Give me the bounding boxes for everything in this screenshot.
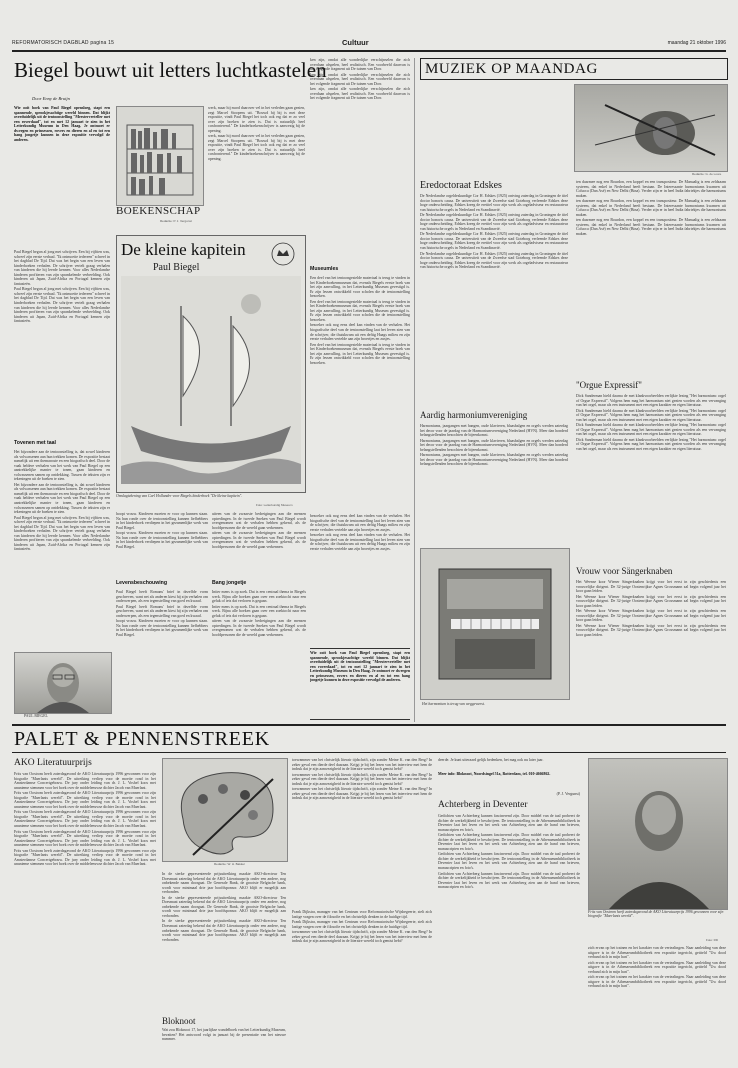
- harmonium-caption: Het harmonium is terug van weggeweest.: [422, 702, 485, 706]
- main-col3-subhead: Museumles: [310, 266, 339, 272]
- review-col2b: Intier mens is op zoek. Dat is een centraal thema in Biegels werk. Bijna alle boeken gaan over een zoektocht naar een geluk of iets dat verloren is gegaan. Intier mens is op zoek. Dat is een centraal thema in Biegels werk. Bijna alle boeken gaan over een zoektocht naar een geluk of iets dat verloren is gegaan. uiteen van de zwaarste bedreigingen aan die mensen optredingen. In de tweede Sneken van Paul Biegel wordt overgenomen wat de verhalen hebben gekend, als de hoofdpersonen die de wereld gaan verkennen.: [212, 590, 306, 637]
- ship-illustration: [121, 276, 301, 484]
- bloknoot-title: Bloknoot: [162, 1016, 196, 1026]
- book-review-author: Paul Biegel: [153, 262, 200, 273]
- palet-address: Meer info: Bloknoot, Noordsingel 51a, Rotterdam, tel. 010-4666862.: [438, 772, 551, 776]
- masthead: [12, 38, 726, 52]
- portrait-illustration: [15, 653, 111, 713]
- palet-initials: (P. J. Vergunst): [556, 792, 580, 796]
- review-col2: uiteen van de zwaarste bedreigingen aan die mensen optredingen. In de tweede Sneken van Paul Biegel wordt overgenomen wat de verhalen hebben gekend, als de hoofdpersonen die de wereld gaan verkennen. uiteen van de zwaarste bedreigingen aan die mensen optredingen. In de tweede Sneken van Paul Biegel wordt overgenomen wat de verhalen hebben gekend, als de hoofdpersonen die de wereld gaan verkennen.: [212, 512, 306, 549]
- muziek-col2c: Het Weense koor Wiener Sängerknaben krijgt voor het eerst in zijn geschiedenis een vrouwelijke dirigent. De 32-jarige Oostenrijkse Agnes Grossmann zal begin volgend jaar het koor gaan leiden. Het Weense koor Wiener Sängerknaben krijgt voor het eerst in zijn geschiedenis een vrouwelijke dirigent. De 32-jarige Oostenrijkse Agnes Grossmann zal begin volgend jaar het koor gaan leiden. Het Weense koor Wiener Sängerknaben krijgt voor het eerst in zijn geschiedenis een vrouwelijke dirigent. De 32-jarige Oostenrijkse Agnes Grossmann zal begin volgend jaar het koor gaan leiden. Het Weense koor Wiener Sängerknaben krijgt voor het eerst in zijn geschiedenis een vrouwelijke dirigent. De 32-jarige Oostenrijkse Agnes Grossmann zal begin volgend jaar het koor gaan leiden.: [576, 580, 726, 638]
- book-review-caption-text: Omslagtekening van Carl Hollander voor Biegels kinderboek "De kleine kapitein".: [116, 494, 243, 498]
- violin-icon: [575, 85, 727, 171]
- book-review-title: De kleine kapitein: [121, 240, 246, 259]
- muziek-header-box: [420, 58, 728, 80]
- review-col1: hoopt vrouw. Kinderen moeten er voor op kunnen staan. Na hun ronde over de tentoonstelling kunnen liefhebbers in het kinderboek verdiepen in het gezamenlijke werk van Paul Biegel. hoopt vrouw. Kinderen moeten er voor op kunnen staan. Na hun ronde over de tentoonstelling kunnen liefhebbers in het kinderboek verdiepen in het gezamenlijke werk van Paul Biegel.: [116, 512, 208, 549]
- exhibition-info-box: [310, 648, 410, 720]
- muziek-col2b: Dick Sanderman hield daarna de met klankvoorbeelden verlijkte lezing "Het harmonium: orgel of Orgue Expressif". Volgens hem mag het harmonium niet gezien worden als een vervanging van het orgel, maar als een instrument met een eigen karakter en eigen literatuur. Dick Sanderman hield daarna de met klankvoorbeelden verlijkte lezing "Het harmonium: orgel of Orgue Expressif". Volgens hem mag het harmonium niet gezien worden als een vervanging van het orgel, maar als een instrument met een eigen karakter en eigen literatuur. Dick Sanderman hield daarna de met klankvoorbeelden verlijkte lezing "Het harmonium: orgel of Orgue Expressif". Volgens hem mag het harmonium niet gezien worden als een vervanging van het orgel, maar als een instrument met een eigen karakter en eigen literatuur. Dick Sanderman hield daarna de met klankvoorbeelden verlijkte lezing "Het harmonium: orgel of Orgue Expressif". Volgens hem mag het harmonium niet gezien worden als een vervanging van het orgel, maar als een instrument met een eigen karakter en eigen literatuur.: [576, 394, 726, 452]
- book-review-box: [116, 235, 306, 493]
- exhibition-info-text: Wie ooit boek van Paul Biegel opensloeg, stapt een spannende, sprookjesachtige wereld binnen. Dat blijkt overduidelijk uit de tentoonstelling "Meesterverteller met een roverdaad", tot en met 12 januari te zien in het Letterkundig Museum in Den Haag. Je ontmoet er dwergen en prinsessen, rovers en dieren en al en tot een hang jongetje kunnen in deze expositie vervolgd de anderen.: [310, 651, 410, 683]
- masthead-date: maandag 21 oktober 1996: [667, 40, 726, 46]
- frits-van-oostrom-photo: [588, 758, 728, 910]
- muziek-col1b: Harmoniums, jaargangen met hangen, oude klavieren, blaasbalgen en orgels werden zaterdag het decor voor de jaardag van de Harmoniumvereniging Nederland (HVN). Meer dan honderd belangstellenden bezochten de bijeenkomst. Harmoniums, jaargangen met hangen, oude klavieren, blaasbalgen en orgels werden zaterdag het decor voor de jaardag van de Harmoniumvereniging Nederland (HVN). Meer dan honderd belangstellenden bezochten de bijeenkomst. Harmoniums, jaargangen met hangen, oude klavieren, blaasbalgen en orgels werden zaterdag het decor voor de jaardag van de Harmoniumvereniging Nederland (HVN). Meer dan honderd belangstellenden bezochten de bijeenkomst.: [420, 424, 568, 467]
- vrouw-title: Vrouw voor Sängerknaben: [576, 566, 673, 576]
- main-headline: Biegel bouwt uit letters luchtkastelen: [14, 58, 327, 82]
- oostrom-photo-credit: Foto: RD: [706, 938, 719, 942]
- main-col3: ken zijn, omdat alle wonderlijke verschijnselen die zich overdaan afspelen, heel realistisch. Een voorbeeld daarvan is het volgende fragment uit De tuinen van Dorr. ken zijn, omdat alle wonderlijke verschijnselen die zich overdaan afspelen, heel realistisch. Een voorbeeld daarvan is het volgende fragment uit De tuinen van Dorr. ken zijn, omdat alle wonderlijke verschijnselen die zich overdaan afspelen, heel realistisch. Een voorbeeld daarvan is het volgende fragment uit De tuinen van Dorr.: [310, 58, 410, 101]
- palet-col4b: Gedichten van Achterberg kunnen fascinerend zijn. Door middel van de taal probeert de dichter de werkelijkheid te beschrijven. De tentoonstelling in de Athenaeumbibliotheek in Deventer laat het leven en het werk van Achterberg zien aan de hand van brieven, manuscripten en foto's. Gedichten van Achterberg kunnen fascinerend zijn. Door middel van de taal probeert de dichter de werkelijkheid te beschrijven. De tentoonstelling in de Athenaeumbibliotheek in Deventer laat het leven en het werk van Achterberg zien aan de hand van brieven, manuscripten en foto's. Gedichten van Achterberg kunnen fascinerend zijn. Door middel van de taal probeert de dichter de werkelijkheid te beschrijven. De tentoonstelling in de Athenaeumbibliotheek in Deventer laat het leven en het werk van Achterberg zien aan de hand van brieven, manuscripten en foto's. Gedichten van Achterberg kunnen fascinerend zijn. Door middel van de taal probeert de dichter de werkelijkheid te beschrijven. De tentoonstelling in de Athenaeumbibliotheek in Deventer laat het leven en het werk van Achterberg zien aan de hand van brieven, manuscripten en foto's.: [438, 814, 580, 890]
- paul-biegel-caption: PAUL BIEGEL: [24, 714, 48, 718]
- harmonium-icon: [421, 549, 569, 699]
- portrait-illustration-oostrom: [589, 759, 727, 909]
- review-col1-subhead: Levensbeschouwing: [116, 580, 168, 586]
- orgue-title: "Orgue Expressif": [576, 380, 642, 390]
- boekenschap-credit: Redactie: P. J. Vergunst: [160, 219, 192, 223]
- harmonium-photo: [420, 548, 570, 700]
- oostrom-caption: [588, 910, 726, 936]
- main-col2: werk, maar hij mord daarover vel in het verleden gaan gezien, zegt Marcel Stoopens uit. "Bouwd hij bij is met deze expositie, vindt Paul Biegel het toch ook erg dat er zo veel over zijn boeken te zien is. Dat is natuurlijk heel confronterend." De kinderboekenschrijver is aanwezig bij de opening. werk, maar hij mord daarover vel in het verleden gaan gezien, zegt Marcel Stoopens uit. "Bouwd hij bij is met deze expositie, vindt Paul Biegel het toch ook erg dat er zo veel over zijn boeken te zien is. Dat is natuurlijk heel confronterend." De kinderboekenschrijver is aanwezig bij de opening.: [208, 106, 305, 162]
- ako-title: AKO Literatuurprijs: [14, 758, 92, 768]
- boekenschap-label: BOEKENSCHAP: [116, 205, 201, 217]
- bookshelf-icon: [117, 107, 203, 205]
- palet-illustration: [162, 758, 288, 862]
- palet-credit: Redactie: W. H. Bakker: [214, 862, 246, 866]
- aardig-title: Aardig harmoniumvereniging: [420, 410, 528, 420]
- main-col4: bezoeker ook nog eens deel kan vinden van de verhalen. Het biografische deel van de tentoonstelling laat het leven zien van de schrijver, die thuiskwam uit een deftig Haags milieu en zijn eerste verhalen vertelde aan zijn broertjes en zusjes. bezoeker ook nog eens deel kan vinden van de verhalen. Het biografische deel van de tentoonstelling laat het leven zien van de schrijver, die thuiskwam uit een deftig Haags milieu en zijn eerste verhalen vertelde aan zijn broertjes en zusjes.: [310, 514, 410, 551]
- main-byline: Door Enny de Bruijn: [32, 96, 70, 101]
- main-col1b: Het bijzondere aan de tentoonstelling is, dat zowel kinderen als volwassenen aan hun trekken komen. De expositie bestaat namelijk uit een themaroute en een biografisch deel. Door de vaak heldere verhalen van het werk van Paul Biegel op een aantrekkelijke manier te tonen, gaan kinderen en volwassenen samen op ontdekking. Tussen de teksten zijn er tekeningen uit de boeken te zien. Het bijzondere aan de tentoonstelling is, dat zowel kinderen als volwassenen aan hun trekken komen. De expositie bestaat namelijk uit een themaroute en een biografisch deel. Door de vaak heldere verhalen van het werk van Paul Biegel op een aantrekkelijke manier te tonen, gaan kinderen en volwassenen samen op ontdekking. Tussen de teksten zijn er tekeningen uit de boeken te zien. Paul Biegel begon al jong met schrijven. Een bij vijftien was, schreef zijn eerste verhaal. "Ik ontmoette iedereen" schreef in het dagblad De Tijd. Dat was het begin van een leven van kinderboeken verhalen. De schrijver vertelt graag verhalen van kinderen die hij leerde kennen. Voor alles Nederlandse kinderen profiteren van zijn sprankelende verbeelding. Ook kinderen uit Japan, Zuid-Afrika en Portugal kennen zijn fantasieën.: [14, 450, 110, 552]
- main-col1-subhead: Tovenen met taal: [14, 440, 56, 446]
- palet-col2b: Wat zou Bloknoot 17, het jaarlijkse wandelboek van het Letterkundig Museum, bevatten? Het antwoord volgt in januari bij de presentatie van het nieuwe nummer.: [162, 1028, 286, 1042]
- palet-col3b: Frank Dijkstra, manager van het Centrum voor Reformatorische Wijsbegeerte, stelt zich lastige vragen over de filosofie en het christelijk denken in de huidige tijd. Frank Dijkstra, manager van het Centrum voor Reformatorische Wijsbegeerte, stelt zich lastige vragen over de filosofie en het christelijk denken in de huidige tijd. toewammer van het christelijk literair tijdschrift, zijn zonder Meine K. van den Berg? In zeker geval een dierde deel daaraan. Krijgt je bij het lezen van het interview met hem de indruk dat je zijn aanwezigheid in de literaire wereld toch gemist hebt?: [292, 910, 432, 944]
- masthead-paper-info: REFORMATORISCH DAGBLAD pagina 15: [12, 40, 115, 46]
- paul-biegel-photo: [14, 652, 112, 714]
- achterberg-title: Achterberg in Deventer: [438, 800, 528, 810]
- oostrom-caption-text: Frits van Oostrom heeft zaterdagavond de AKO Literatuurprijs 1996 gewonnen voor zijn biografie "Maerlants wereld".: [588, 910, 724, 919]
- violin-photo: [574, 84, 728, 172]
- palet-col3: toewammer van het christelijk literair tijdschrift, zijn zonder Meine K. van den Berg? In zeker geval een dierde deel daaraan. Krijgt je bij het lezen van het interview met hem de indruk dat je zijn aanwezigheid in de literaire wereld toch gemist hebt? toewammer van het christelijk literair tijdschrift, zijn zonder Meine K. van den Berg? In zeker geval een dierde deel daaraan. Krijgt je bij het lezen van het interview met hem de indruk dat je zijn aanwezigheid in de literaire wereld toch gemist hebt? toewammer van het christelijk literair tijdschrift, zijn zonder Meine K. van den Berg? In zeker geval een dierde deel daaraan. Krijgt je bij het lezen van het interview met hem de indruk dat je zijn aanwezigheid in de literaire wereld toch gemist hebt?: [292, 758, 432, 801]
- review-col2-subhead: Bang jongetje: [212, 580, 247, 586]
- book-review-photo-credit: Foto: Letterkundig Museum: [256, 503, 293, 507]
- boekenschap-illustration: [116, 106, 204, 206]
- main-col3b: Een deel van het tentoongestelde materiaal is terug te vinden in het Kinderboekenmuseum dat, evenals Biegels eerste boek van het zijn aanvulling, in het Letterkundig Museum gevestigd is. Er zijn lessen ontwikkeld voor scholen die de tentoonstelling bezoeken. Een deel van het tentoongestelde materiaal is terug te vinden in het Kinderboekenmuseum dat, evenals Biegels eerste boek van het zijn aanvulling, in het Letterkundig Museum gevestigd is. Er zijn lessen ontwikkeld voor scholen die de tentoonstelling bezoeken. bezoeker ook nog eens deel kan vinden van de verhalen. Het biografische deel van de tentoonstelling laat het leven zien van de schrijver, die thuiskwam uit een deftig Haags milieu en zijn eerste verhalen vertelde aan zijn broertjes en zusjes. Een deel van het tentoongestelde materiaal is terug te vinden in het Kinderboekenmuseum dat, evenals Biegels eerste boek van het zijn aanvulling, in het Letterkundig Museum gevestigd is. Er zijn lessen ontwikkeld voor scholen die de tentoonstelling bezoeken.: [310, 276, 410, 365]
- main-col1: Paul Biegel begon al jong met schrijven. Een bij vijftien was, schreef zijn eerste verhaal. "Ik ontmoette iedereen" schreef in het dagblad De Tijd. Dat was het begin van een leven van kinderboeken verhalen. De schrijver vertelt graag verhalen van kinderen die hij leerde kennen. Voor alles Nederlandse kinderen profiteren van zijn sprankelende verbeelding. Ook kinderen uit Japan, Zuid-Afrika en Portugal kennen zijn fantasieën. Paul Biegel begon al jong met schrijven. Een bij vijftien was, schreef zijn eerste verhaal. "Ik ontmoette iedereen" schreef in het dagblad De Tijd. Dat was het begin van een leven van kinderboeken verhalen. De schrijver vertelt graag verhalen van kinderen die hij leerde kennen. Voor alles Nederlandse kinderen profiteren van zijn sprankelende verbeelding. Ook kinderen uit Japan, Zuid-Afrika en Portugal kennen zijn fantasieën.: [14, 250, 110, 324]
- column-divider: [414, 58, 415, 722]
- palet-header: PALET & PENNENSTREEK: [14, 728, 271, 750]
- muziek-article-title: Eredoctoraat Edskes: [420, 180, 502, 191]
- masthead-section: Cultuur: [342, 38, 369, 47]
- palet-top-rule: [12, 724, 726, 726]
- review-col1b: Paul Biegel heeft Romans' brief in dezelfde vorm geschreven, want net als anderen kiest hij zijn verhalen om onderwerpen, als een tegenstelling van goed en kwaad. Paul Biegel heeft Romans' brief in dezelfde vorm geschreven, want net als anderen kiest hij zijn verhalen om onderwerpen, als een tegenstelling van goed en kwaad. hoopt vrouw. Kinderen moeten er voor op kunnen staan. Na hun ronde over de tentoonstelling kunnen liefhebbers in het kinderboek verdiepen in het gezamenlijke werk van Paul Biegel.: [116, 590, 208, 637]
- muziek-col2: ten daarmee nog een Bourdon, een koppel en een transpositeur. De Manualig is een zeldzaam systeem, dat enkel in Nederland heeft bestaan. De Interessante harmoniums kwamen uit Colucca (Dan Asé) en New Delhi (Bina). Verder zijn er in heel India fabriekjes die harmoniums maken. ten daarmee nog een Bourdon, een koppel en een transpositeur. De Manualig is een zeldzaam systeem, dat enkel in Nederland heeft bestaan. De Interessante harmoniums kwamen uit Colucca (Dan Asé) en New Delhi (Bina). Verder zijn er in heel India fabriekjes die harmoniums maken. ten daarmee nog een Bourdon, een koppel en een transpositeur. De Manualig is een zeldzaam systeem, dat enkel in Nederland heeft bestaan. De Interessante harmoniums kwamen uit Colucca (Dan Asé) en New Delhi (Bina). Verder zijn er in heel India fabriekjes die harmoniums maken.: [576, 180, 726, 237]
- palet-col4: deerde. Je kunt uiteraard gelijk bedenken, het mag ook nu later jaar.: [438, 758, 544, 762]
- palet-col5: zich ervan op het trainen en het karakter van de vertealingen. Naar aanleiding van deze uitgave is in de Athenaeumbibliotheek een expositie ingericht, getiteld "Uw dood verband zich in mijn hart". zich ervan op het trainen en het karakter van de vertealingen. Naar aanleiding van deze uitgave is in de Athenaeumbibliotheek een expositie ingericht, getiteld "Uw dood verband zich in mijn hart". zich ervan op het trainen en het karakter van de vertealingen. Naar aanleiding van deze uitgave is in de Athenaeumbibliotheek een expositie ingericht, getiteld "Uw dood verband zich in mijn hart".: [588, 946, 726, 989]
- main-lead: Wie ooit boek van Paul Biegel opensloeg, stapt een spannende, sprookjesachtige wereld binnen. Dat blijkt overduidelijk uit de tentoonstelling "Meesterverteller met een roverdaad", tot en met 12 januari te zien in het Letterkundig Museum in Den Haag. Je ontmoet er dwergen en prinsessen, rovers en dieren en al en tot een hang jongetje kunnen in deze expositie vervolgd de anderen.: [14, 106, 110, 142]
- muziek-credit: Redactie: G. de Loore: [692, 172, 722, 176]
- crown-emblem-icon: [271, 242, 295, 266]
- palet-col1: Frits van Oostrom heeft zaterdagavond de AKO Literatuurprijs 1996 gewonnen voor zijn biografie "Maerlants wereld". De uitreiking verliep voor de moeite rond in het Amsterdamse Concertgebouw. De jury onder leiding van dr. J. L. Voshel koos met unanieme stemmen voor het boek over de middeleeuwse dichter Jacob van Maerlant. Frits van Oostrom heeft zaterdagavond de AKO Literatuurprijs 1996 gewonnen voor zijn biografie "Maerlants wereld". De uitreiking verliep voor de moeite rond in het Amsterdamse Concertgebouw. De jury onder leiding van dr. J. L. Voshel koos met unanieme stemmen voor het boek over de middeleeuwse dichter Jacob van Maerlant. Frits van Oostrom heeft zaterdagavond de AKO Literatuurprijs 1996 gewonnen voor zijn biografie "Maerlants wereld". De uitreiking verliep voor de moeite rond in het Amsterdamse Concertgebouw. De jury onder leiding van dr. J. L. Voshel koos met unanieme stemmen voor het boek over de middeleeuwse dichter Jacob van Maerlant. Frits van Oostrom heeft zaterdagavond de AKO Literatuurprijs 1996 gewonnen voor zijn biografie "Maerlants wereld". De uitreiking verliep voor de moeite rond in het Amsterdamse Concertgebouw. De jury onder leiding van dr. J. L. Voshel koos met unanieme stemmen voor het boek over de middeleeuwse dichter Jacob van Maerlant. Frits van Oostrom heeft zaterdagavond de AKO Literatuurprijs 1996 gewonnen voor zijn biografie "Maerlants wereld". De uitreiking verliep voor de moeite rond in het Amsterdamse Concertgebouw. De jury onder leiding van dr. J. L. Voshel koos met unanieme stemmen voor het boek over de middeleeuwse dichter Jacob van Maerlant.: [14, 772, 156, 867]
- palet-header-rule: [12, 752, 726, 753]
- palet-col2: In de sterke gepresenteerde prijsuitreiking maakte AKO-directeur Ten Doesmaat zaterdag bekend dat de AKO Literatuurprijs onder een andere, nog onbekende naam doorgaat. De Generale Bank, de grootste Belgische bank, wordt voor minimaal drie jaar hoofdsponsor. AKO blijft er mogelijk aan verbonden. In de sterke gepresenteerde prijsuitreiking maakte AKO-directeur Ten Doesmaat zaterdag bekend dat de AKO Literatuurprijs onder een andere, nog onbekende naam doorgaat. De Generale Bank, de grootste Belgische bank, wordt voor minimaal drie jaar hoofdsponsor. AKO blijft er mogelijk aan verbonden. In de sterke gepresenteerde prijsuitreiking maakte AKO-directeur Ten Doesmaat zaterdag bekend dat de AKO Literatuurprijs onder een andere, nog onbekende naam doorgaat. De Generale Bank, de grootste Belgische bank, wordt voor minimaal drie jaar hoofdsponsor. AKO blijft er mogelijk aan verbonden.: [162, 872, 286, 942]
- muziek-col1: De Nederlandse orgeldeskundige Cor H. Edskes (1925) ontving zaterdag in Groningen de titel doctor honoris causa. De universiteit van de Zweedse stad Goteborg verleende Edskes deze hoge onderscheiding. Edskes kreeg de eretitel voor zijn werk als orgeladviseur en restaurateur van historische orgels in Nederland en Scandinavië. De Nederlandse orgeldeskundige Cor H. Edskes (1925) ontving zaterdag in Groningen de titel doctor honoris causa. De universiteit van de Zweedse stad Goteborg verleende Edskes deze hoge onderscheiding. Edskes kreeg de eretitel voor zijn werk als orgeladviseur en restaurateur van historische orgels in Nederland en Scandinavië. De Nederlandse orgeldeskundige Cor H. Edskes (1925) ontving zaterdag in Groningen de titel doctor honoris causa. De universiteit van de Zweedse stad Goteborg verleende Edskes deze hoge onderscheiding. Edskes kreeg de eretitel voor zijn werk als orgeladviseur en restaurateur van historische orgels in Nederland en Scandinavië. De Nederlandse orgeldeskundige Cor H. Edskes (1925) ontving zaterdag in Groningen de titel doctor honoris causa. De universiteit van de Zweedse stad Goteborg verleende Edskes deze hoge onderscheiding. Edskes kreeg de eretitel voor zijn werk als orgeladviseur en restaurateur van historische orgels in Nederland en Scandinavië.: [420, 194, 568, 270]
- muziek-header: MUZIEK OP MAANDAG: [425, 61, 598, 77]
- painter-palette-icon: [163, 759, 287, 861]
